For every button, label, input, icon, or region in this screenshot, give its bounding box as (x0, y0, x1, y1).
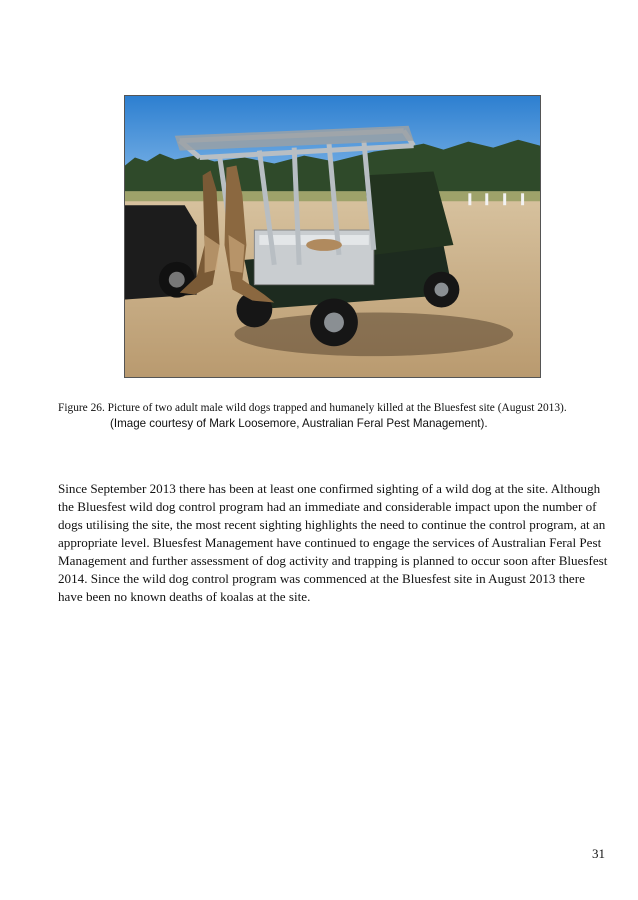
body-paragraph: Since September 2013 there has been at least one confirmed sighting of a wild dog at the site. Although the Bluesfest wild dog control program had an immediate and considerable impact upon the number of dogs utilising the site, the most recent sighting highlights the need to continue the control program, at an appropriate level. Bluesfest Management have continued to engage the services of Australian Feral Pest Management and further assessment of dog activity and trapping is planned to occur soon after Bluesfest 2014. Since the wild dog control program was commenced at the Bluesfest site in August 2013 there have been no known deaths of koalas at the site. (58, 481, 608, 604)
caption-credit: (Image courtesy of Mark Loosemore, Australian Feral Pest Management). (110, 417, 488, 430)
figure-photo (124, 95, 541, 378)
figure-caption (58, 401, 618, 431)
page-number: 31 (592, 846, 605, 861)
photo-illustration (125, 96, 540, 377)
caption-text: Figure 26. Picture of two adult male wild dogs trapped and humanely killed at the Bluesfest site (August 2013). (58, 402, 567, 414)
